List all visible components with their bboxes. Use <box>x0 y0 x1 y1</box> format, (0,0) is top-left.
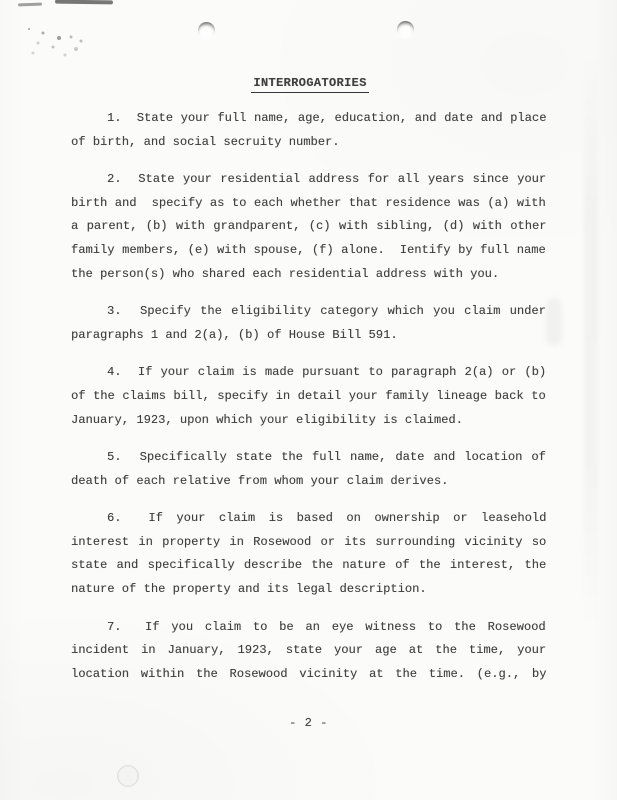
text-line: 4. If your claim is made pursuant to paragraph 2(a) or (b) <box>107 365 547 380</box>
pencil-speckles <box>28 28 30 30</box>
text-line: paragraphs 1 and 2(a), (b) of House Bill 591. <box>71 327 398 342</box>
document-title <box>70 76 550 93</box>
text-line: birth and specify as to each whether that residence was (a) with <box>71 195 546 210</box>
text-line: 5. Specifically state the full name, date and location of <box>107 450 546 464</box>
text-line: 7. If you claim to be an eye witness to the Rosewood <box>107 619 546 634</box>
paragraph <box>71 507 546 602</box>
paragraph-list <box>71 107 546 700</box>
paragraph <box>71 107 546 154</box>
paragraph <box>71 616 546 687</box>
text-line: death of each relative from whom your claim derives. <box>71 473 449 488</box>
paragraph <box>71 446 546 493</box>
text-line: interest in property in Rosewood or its surrounding vicinity so <box>71 534 547 549</box>
text-line: 3. Specify the eligibility category which you claim under <box>107 304 546 319</box>
text-line: January, 1923, upon which your eligibility is claimed. <box>71 412 463 427</box>
punch-hole-left <box>198 22 215 39</box>
text-line: 2. State your residential address for all years since your <box>107 172 547 187</box>
text-line: state and specifically describe the nature of the interest, the <box>71 558 547 573</box>
text-line: 1. State your full name, age, education, and date and place <box>107 111 547 125</box>
paragraph <box>71 168 546 286</box>
faint-embossed-seal <box>117 765 139 787</box>
text-line: of the claims bill, specify in detail your family lineage back to <box>71 388 546 403</box>
text-line: a parent, (b) with grandparent, (c) with sibling, (d) with other <box>71 219 547 234</box>
text-line: the person(s) who shared each residential address with you. <box>71 266 500 281</box>
text-line: of birth, and social secruity number. <box>71 134 340 149</box>
text-line: incident in January, 1923, state your age at the time, your <box>71 643 547 658</box>
paragraph <box>71 361 546 432</box>
punch-hole-right <box>397 21 414 38</box>
scan-edge-shading <box>584 50 598 630</box>
title-text: INTERROGATORIES <box>251 76 368 93</box>
scan-smudge-mark <box>55 0 113 4</box>
text-line: location within the Rosewood vicinity at the time. (e.g., by <box>71 666 547 681</box>
page-number: - 2 - <box>289 716 328 730</box>
paragraph <box>71 300 546 347</box>
scan-smudge-mark <box>18 3 42 6</box>
text-line: 6. If your claim is based on ownership or leasehold <box>107 511 547 526</box>
text-line: nature of the property and its legal description. <box>71 582 427 597</box>
scan-smudge-mark <box>546 298 562 346</box>
text-line: family members, (e) with spouse, (f) alone. Ientify by full name <box>71 243 546 258</box>
